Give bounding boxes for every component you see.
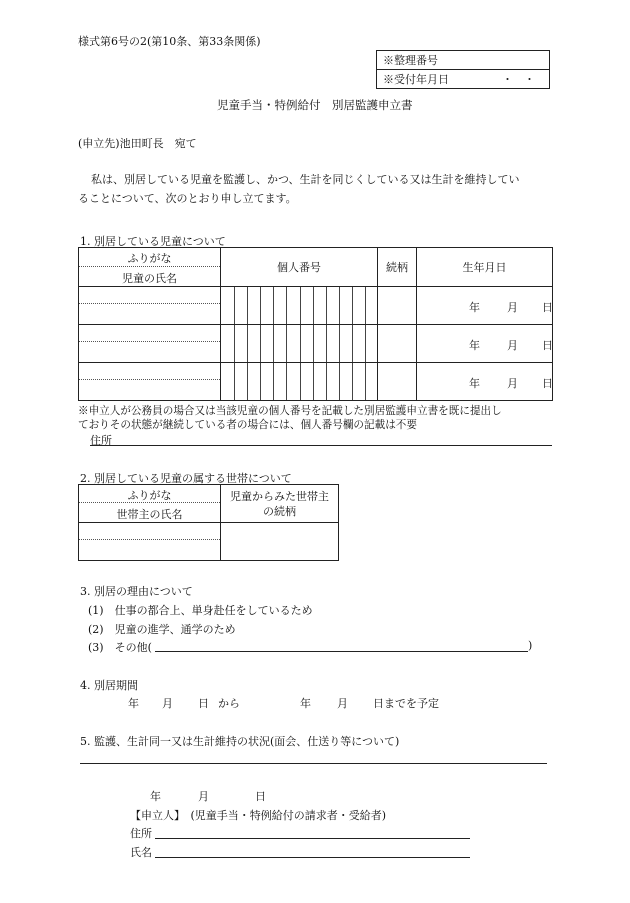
digit-divider xyxy=(313,287,314,324)
child-name-cell[interactable] xyxy=(79,325,221,363)
digit-divider xyxy=(286,363,287,400)
digit-divider xyxy=(273,325,274,362)
period-start-day: 日 xyxy=(198,697,209,710)
table-row xyxy=(79,523,339,561)
header-child-name-label: 児童の氏名 xyxy=(122,272,177,285)
period-end-label: 日までを予定 xyxy=(373,697,439,710)
note-line-1: ※申立人が公務員の場合又は当該児童の個人番号を記載した別居監護申立書を既に提出し xyxy=(78,405,502,417)
footer-month: 月 xyxy=(198,790,209,803)
header-furigana: ふりがな xyxy=(127,489,172,502)
header-birthdate: 生年月日 xyxy=(417,248,553,287)
birthdate-cell[interactable] xyxy=(417,287,553,325)
digit-divider xyxy=(286,287,287,324)
digit-divider xyxy=(339,363,340,400)
digit-divider xyxy=(300,363,301,400)
relation-cell[interactable] xyxy=(378,325,417,363)
digit-divider xyxy=(313,363,314,400)
household-table xyxy=(78,484,339,561)
header-individual-number: 個人番号 xyxy=(221,248,378,287)
office-use-box xyxy=(376,50,550,89)
digit-divider xyxy=(273,287,274,324)
uketsuke-label: ※受付年月日 xyxy=(383,73,449,86)
month-label: 月 xyxy=(507,339,518,352)
digit-divider xyxy=(234,325,235,362)
table-row xyxy=(79,363,553,401)
table-row xyxy=(79,325,553,363)
period-end-month: 月 xyxy=(337,697,348,710)
digit-divider xyxy=(365,325,366,362)
child-name-cell[interactable] xyxy=(79,287,221,325)
day-label: 日 xyxy=(542,339,553,352)
applicant-name-label: 氏名 xyxy=(130,846,152,859)
day-label: 日 xyxy=(542,377,553,390)
intro-line-1: 私は、別居している児童を監護し、かつ、生計を同じくしている又は生計を維持してい xyxy=(91,173,520,186)
period-end-year: 年 xyxy=(300,697,311,710)
header-householder-name xyxy=(79,485,221,523)
children-table-header xyxy=(79,248,553,287)
uketsuke-dots: ・ ・ xyxy=(502,73,535,86)
birthdate-cell[interactable] xyxy=(417,325,553,363)
digit-divider xyxy=(352,287,353,324)
digit-divider xyxy=(260,325,261,362)
digit-divider xyxy=(313,325,314,362)
children-table xyxy=(78,247,553,401)
reason-close-paren: ) xyxy=(528,639,533,652)
month-label: 月 xyxy=(507,377,518,390)
section1-heading: 1. 別居している児童について xyxy=(80,235,226,248)
intro-line-2: ることについて、次のとおり申し立てます。 xyxy=(78,192,297,205)
digit-divider xyxy=(326,363,327,400)
householder-relation-cell[interactable] xyxy=(221,523,339,561)
applicant-label: 【申立人】 (児童手当・特例給付の請求者・受給者) xyxy=(130,809,387,822)
uketsuke-date-cell[interactable] xyxy=(377,70,550,89)
period-kara: から xyxy=(218,697,240,710)
digit-divider xyxy=(260,363,261,400)
applicant-address-label: 住所 xyxy=(130,827,152,840)
relation-cell[interactable] xyxy=(378,363,417,401)
digit-divider xyxy=(339,287,340,324)
header-relation-line-2: の続柄 xyxy=(263,504,296,518)
digit-divider xyxy=(234,363,235,400)
child-address-label: 住所 xyxy=(90,434,112,447)
householder-name-cell[interactable] xyxy=(79,523,221,561)
table-row xyxy=(79,287,553,325)
period-start-year: 年 xyxy=(128,697,139,710)
section3-heading: 3. 別居の理由について xyxy=(80,585,193,598)
header-furigana: ふりがな xyxy=(127,252,172,265)
seiri-number-cell[interactable]: ※整理番号 xyxy=(377,51,550,70)
year-label: 年 xyxy=(469,339,480,352)
digit-divider xyxy=(273,363,274,400)
addressee: (申立先)池田町長 宛て xyxy=(78,137,197,150)
digit-divider xyxy=(365,287,366,324)
digit-divider xyxy=(352,325,353,362)
individual-number-cell[interactable] xyxy=(221,325,378,363)
reason-option-3[interactable]: (3) その他( xyxy=(88,641,152,654)
form-id: 様式第6号の2(第10条、第33条関係) xyxy=(78,35,261,48)
year-label: 年 xyxy=(469,301,480,314)
digit-divider xyxy=(286,325,287,362)
section5-heading: 5. 監護、生計同一又は生計維持の状況(面会、仕送り等について) xyxy=(80,735,400,748)
individual-number-cell[interactable] xyxy=(221,363,378,401)
digit-divider xyxy=(365,363,366,400)
digit-divider xyxy=(260,287,261,324)
digit-divider xyxy=(247,363,248,400)
digit-divider xyxy=(247,325,248,362)
child-name-cell[interactable] xyxy=(79,363,221,401)
digit-divider xyxy=(300,287,301,324)
day-label: 日 xyxy=(542,301,553,314)
footer-year: 年 xyxy=(150,790,161,803)
birthdate-cell[interactable] xyxy=(417,363,553,401)
reason-other-line[interactable] xyxy=(155,651,528,652)
status-line[interactable] xyxy=(80,763,547,764)
child-address-line[interactable] xyxy=(90,445,552,446)
relation-cell[interactable] xyxy=(378,287,417,325)
reason-option-1[interactable]: (1) 仕事の都合上、単身赴任をしているため xyxy=(88,604,313,617)
period-start-month: 月 xyxy=(162,697,173,710)
digit-divider xyxy=(326,287,327,324)
footer-day: 日 xyxy=(255,790,266,803)
header-relation: 続柄 xyxy=(378,248,417,287)
reason-option-2[interactable]: (2) 児童の進学、通学のため xyxy=(88,623,236,636)
header-householder-relation xyxy=(221,485,339,523)
digit-divider xyxy=(339,325,340,362)
section2-heading: 2. 別居している児童の属する世帯について xyxy=(80,472,292,485)
digit-divider xyxy=(326,325,327,362)
month-label: 月 xyxy=(507,301,518,314)
digit-divider xyxy=(352,363,353,400)
digit-divider xyxy=(300,325,301,362)
header-householder-label: 世帯主の氏名 xyxy=(116,508,183,521)
individual-number-cell[interactable] xyxy=(221,287,378,325)
year-label: 年 xyxy=(469,377,480,390)
document-title: 児童手当・特例給付 別居監護申立書 xyxy=(217,98,413,112)
digit-divider xyxy=(234,287,235,324)
note-line-2: ておりその状態が継続している者の場合には、個人番号欄の記載は不要 xyxy=(78,419,417,431)
applicant-name-line[interactable] xyxy=(155,857,470,858)
section4-heading: 4. 別居期間 xyxy=(80,679,138,692)
header-relation-line-1: 児童からみた世帯主 xyxy=(230,489,329,503)
header-child-name xyxy=(79,248,221,287)
applicant-address-line[interactable] xyxy=(155,838,470,839)
digit-divider xyxy=(247,287,248,324)
